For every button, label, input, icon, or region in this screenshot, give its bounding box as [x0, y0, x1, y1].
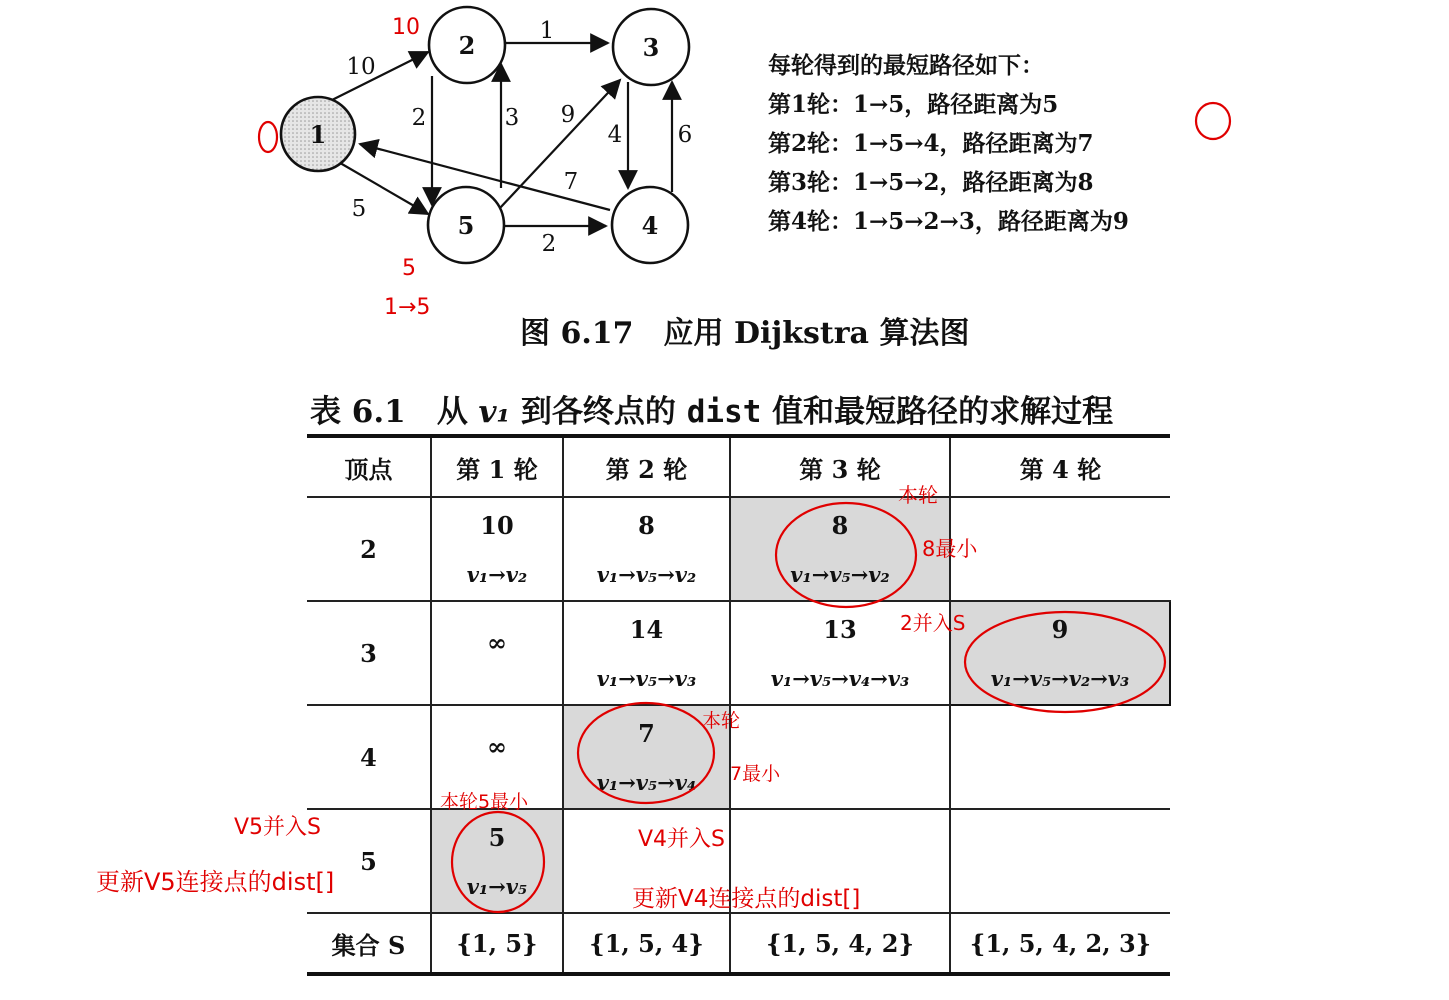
- dist-cell-selected: [563, 705, 730, 809]
- dist-cell: [431, 497, 563, 601]
- node-3-label: 3: [642, 33, 660, 62]
- dist-value: 7: [638, 719, 655, 748]
- round-line-4: 第4轮：1→5→2→3，路径距离为9: [768, 208, 1129, 235]
- dist-cell: [563, 809, 730, 913]
- weight-3-4: 4: [607, 122, 623, 148]
- dist-value: 9: [1051, 615, 1069, 644]
- rounds-summary: [768, 46, 1129, 241]
- set-label: 集合 S: [307, 913, 431, 974]
- set-cell: {1, 5, 4}: [563, 913, 730, 974]
- weight-4-1: 7: [563, 169, 579, 195]
- circle-rounds-mark: [1196, 103, 1230, 139]
- table-caption: [310, 386, 1113, 431]
- weight-2-5: 2: [411, 105, 427, 131]
- anno-round1: 本轮5最小: [440, 791, 529, 813]
- round-line-3: 第3轮：1→5→2，路径距离为8: [768, 169, 1094, 196]
- anno-node5-path: 1→5: [384, 295, 431, 320]
- anno-round3-c: 2并入S: [900, 611, 966, 635]
- path-value: v₁→v₅→v₄: [596, 770, 697, 795]
- weight-1-5: 5: [351, 196, 367, 222]
- dist-cell: [730, 601, 950, 705]
- weight-4-3: 6: [677, 122, 693, 148]
- path-value: v₁→v₂: [466, 562, 528, 587]
- anno-round2-a: 本轮: [702, 710, 741, 732]
- round-line-2: 第2轮：1→5→4，路径距离为7: [768, 130, 1094, 157]
- anno-round3-b: 8最小: [922, 537, 978, 561]
- anno-round3-a: 本轮: [898, 483, 938, 507]
- table-header-row: [307, 436, 1170, 497]
- dist-value: 5: [488, 823, 506, 852]
- path-value: v₁→v₅→v₂→v₃: [990, 666, 1130, 691]
- vertex-cell: 5: [307, 809, 431, 913]
- dist-table: [307, 434, 1171, 976]
- table-caption-prefix: 表 6.1 从: [310, 394, 479, 430]
- figure-caption: 图 6.17 应用 Dijkstra 算法图: [520, 316, 970, 351]
- dist-cell: [563, 601, 730, 705]
- header-round-4: 第 4 轮: [950, 436, 1170, 497]
- weight-5-3: 9: [560, 102, 576, 128]
- header-round-1: 第 1 轮: [431, 436, 563, 497]
- set-cell: {1, 5, 4, 2}: [730, 913, 950, 974]
- weight-5-4: 2: [541, 231, 557, 257]
- dist-value: 8: [831, 511, 849, 540]
- header-round-2: 第 2 轮: [563, 436, 730, 497]
- anno-v4-update: 更新V4连接点的dist[]: [632, 886, 861, 912]
- dist-cell: [730, 809, 950, 913]
- anno-round2-b: 7最小: [730, 763, 781, 785]
- path-value: v₁→v₅→v₂: [790, 562, 890, 587]
- weight-1-2: 10: [346, 54, 376, 80]
- node-4-label: 4: [641, 211, 659, 240]
- dist-value: ∞: [487, 627, 507, 657]
- header-round-3: 第 3 轮: [730, 436, 950, 497]
- dist-cell-selected: [730, 497, 950, 601]
- set-row: [307, 913, 1170, 974]
- dist-value: 8: [638, 511, 655, 540]
- path-value: v₁→v₅→v₄→v₃: [770, 666, 910, 691]
- table-row: [307, 705, 1170, 809]
- node-5-label: 5: [457, 211, 475, 240]
- dist-cell: [730, 705, 950, 809]
- anno-v5-join: V5并入S: [234, 815, 322, 840]
- anno-node5-dist: 5: [402, 256, 416, 281]
- node-1-label: 1: [309, 120, 327, 149]
- vertex-cell: 2: [307, 497, 431, 601]
- dijkstra-graph: [0, 0, 760, 300]
- vertex-cell: 3: [307, 601, 431, 705]
- dist-cell: [431, 705, 563, 809]
- path-value: v₁→v₅→v₂: [596, 562, 697, 587]
- path-value: v₁→v₅→v₃: [596, 666, 697, 691]
- dist-value: 14: [629, 615, 664, 644]
- anno-node2-dist: 10: [392, 15, 420, 40]
- round-line-1: 第1轮：1→5，路径距离为5: [768, 91, 1059, 118]
- table-row: [307, 497, 1170, 601]
- dist-value: 13: [823, 615, 857, 644]
- table-row: [307, 809, 1170, 913]
- header-vertex: 顶点: [307, 436, 431, 497]
- table-caption-var: v₁: [478, 394, 511, 430]
- node-2-label: 2: [458, 31, 476, 60]
- weight-5-2: 3: [504, 105, 520, 131]
- table-caption-suffix: 值和最短路径的求解过程: [761, 394, 1114, 430]
- edge-5-3: [500, 80, 620, 208]
- path-value: v₁→v₅: [466, 874, 528, 899]
- dist-cell: [950, 705, 1170, 809]
- weight-2-3: 1: [539, 18, 555, 44]
- dist-cell: [950, 809, 1170, 913]
- dist-value: ∞: [487, 731, 507, 761]
- anno-v5-update: 更新V5连接点的dist[]: [96, 868, 335, 896]
- set-cell: {1, 5}: [431, 913, 563, 974]
- set-cell: {1, 5, 4, 2, 3}: [950, 913, 1170, 974]
- table-row: [307, 601, 1170, 705]
- table-caption-mid: 到各终点的: [510, 394, 687, 430]
- dist-cell-selected: [431, 809, 563, 913]
- rounds-heading: 每轮得到的最短路径如下：: [768, 52, 1044, 79]
- edge-1-5: [335, 160, 428, 214]
- dist-cell: [950, 497, 1170, 601]
- dist-value: 10: [480, 511, 514, 540]
- dist-cell: [563, 497, 730, 601]
- anno-v4-join: V4并入S: [638, 827, 726, 852]
- table-caption-code: dist: [686, 394, 762, 430]
- dist-cell: [431, 601, 563, 705]
- vertex-cell: 4: [307, 705, 431, 809]
- dist-cell-selected: [950, 601, 1170, 705]
